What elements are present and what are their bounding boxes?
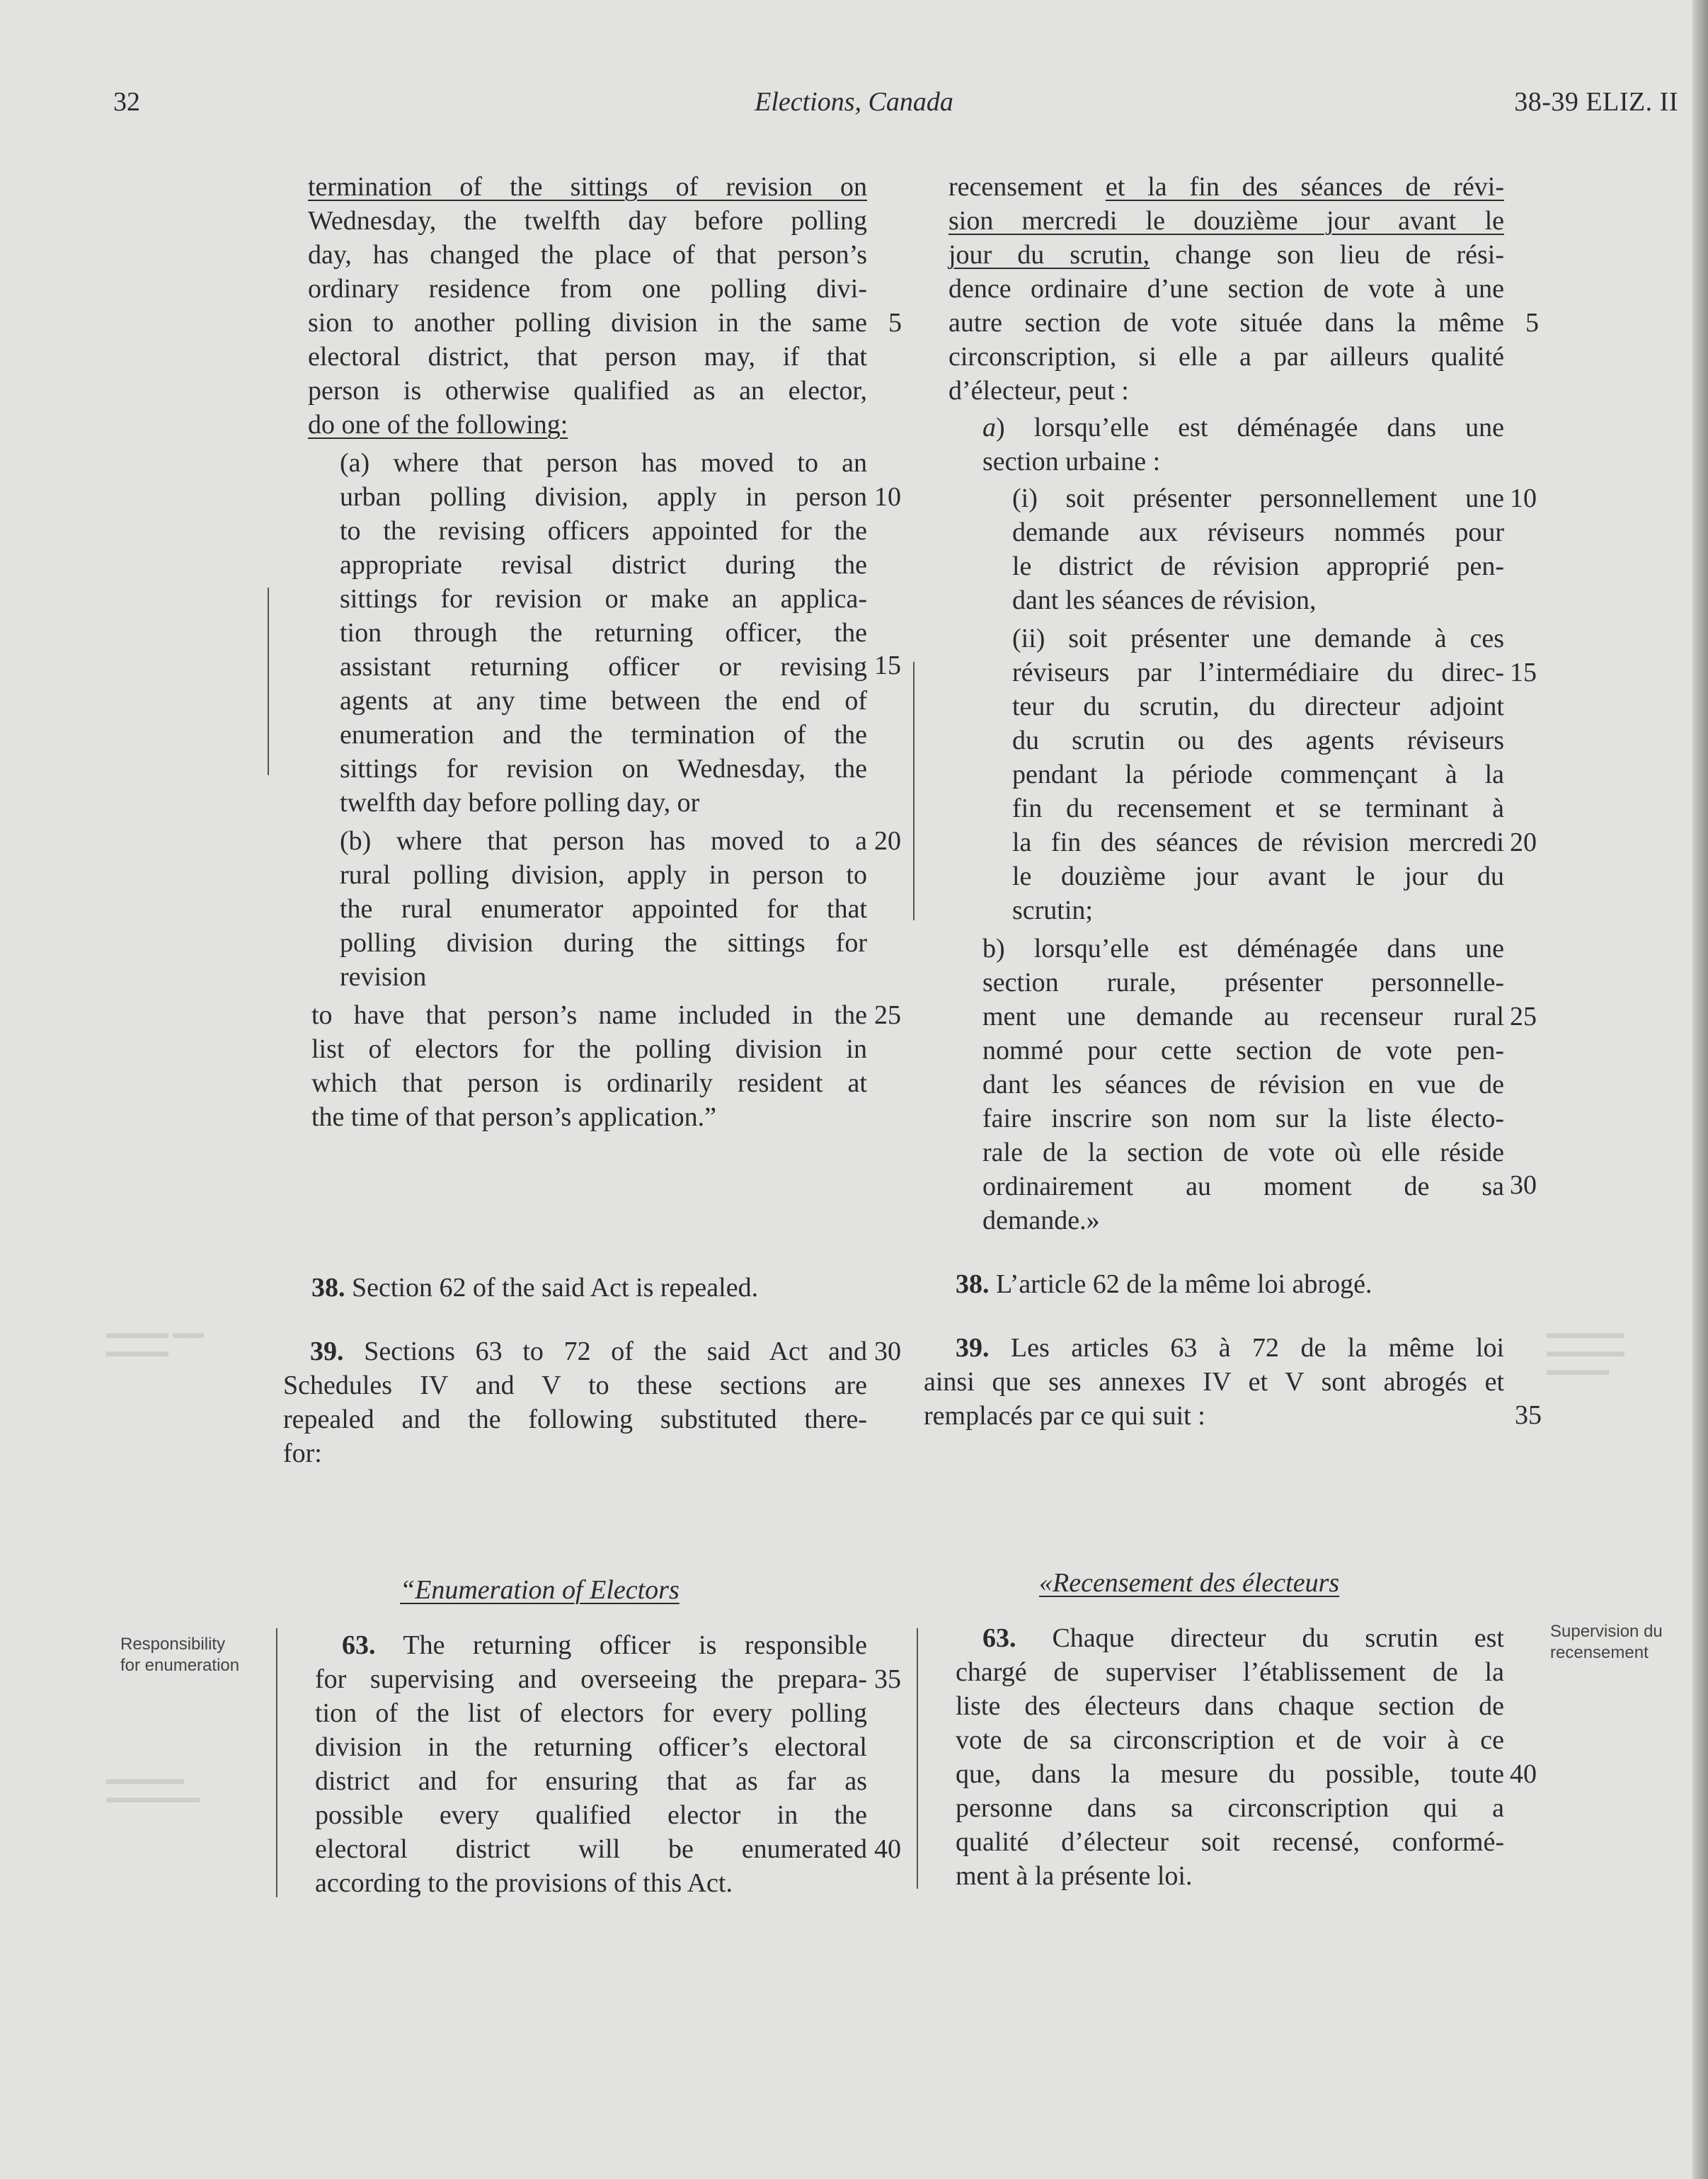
line-number: 40 [1510, 1759, 1537, 1789]
text-line: personne dans sa circonscription qui a [956, 1793, 1504, 1823]
line-number: 20 [1510, 828, 1537, 857]
text-line: sittings for revision or make an applica- [340, 584, 867, 614]
text-line: (i) soit présenter personnellement une [1012, 484, 1504, 513]
text-line: pendant la période commençant à la [1012, 760, 1504, 789]
section-number: 38. [311, 1273, 345, 1303]
text-line: Schedules IV and V to these sections are [283, 1371, 867, 1400]
text-line: to the revising officers appointed for the [340, 516, 867, 546]
text-line [283, 1334, 867, 1368]
text-line: ordinairement au moment de sa [982, 1172, 1504, 1201]
text-line: possible every qualified elector in the [315, 1800, 867, 1830]
english-continuation-paragraph [308, 170, 867, 442]
english-section-38 [311, 1271, 878, 1305]
english-closing-paragraph [311, 998, 867, 1134]
text-line: division in the returning officer’s electoral [315, 1732, 867, 1762]
margin-note-line: Responsibility [120, 1635, 226, 1654]
french-section-63 [956, 1621, 1504, 1893]
text-line: rural polling division, apply in person to [340, 860, 867, 890]
text-line: list of electors for the polling division in [311, 1034, 867, 1064]
text-line: appropriate revisal district during the [340, 550, 867, 580]
text-line [948, 170, 1504, 204]
text-line: qualité d’électeur soit recensé, conformé- [956, 1827, 1504, 1857]
text-line: faire inscrire son nom sur la liste électo- [982, 1104, 1504, 1133]
section-number: 63. [982, 1623, 1016, 1653]
line-number: 5 [1525, 308, 1539, 338]
line-number: 25 [874, 1000, 901, 1030]
french-paragraph-b [982, 932, 1504, 1237]
text-line: vote de sa circonscription et de voir à ce [956, 1725, 1504, 1755]
margin-note-line: recensement [1550, 1643, 1649, 1662]
text-line: day, has changed the place of that person’s [308, 240, 867, 270]
line-number: 5 [888, 308, 902, 338]
text-line: dence ordinaire d’une section de vote à une [948, 274, 1504, 304]
text-line: twelfth day before polling day, or [340, 788, 700, 818]
english-paragraph-b [340, 824, 867, 994]
text-line: urban polling division, apply in person [340, 482, 867, 512]
amended-text: jour du scrutin, [948, 240, 1150, 270]
running-title: Elections, Canada [755, 87, 953, 117]
text-line: which that person is ordinarily resident at [311, 1068, 867, 1098]
text-line: dant les séances de révision, [1012, 585, 1317, 615]
text-line: le douzième jour avant le jour du [1012, 862, 1504, 891]
text-line: person is otherwise qualified as an elector, [308, 376, 867, 406]
text-line: (ii) soit présenter une demande à ces [1012, 624, 1504, 653]
text-line: chargé de superviser l’établissement de la [956, 1657, 1504, 1687]
text-line [308, 170, 867, 204]
line-number: 15 [874, 651, 901, 680]
line-number: 10 [1510, 484, 1537, 513]
regnal-year: 38-39 ELIZ. II [1514, 87, 1678, 117]
text-line: rale de la section de vote où elle réside [982, 1138, 1504, 1167]
text-line [948, 238, 1504, 272]
heading-text: «Recensement des électeurs [1039, 1568, 1340, 1598]
amended-text: do one of the following: [308, 410, 568, 440]
change-bar [268, 588, 269, 775]
french-section-38 [956, 1267, 1522, 1301]
text-line: sittings for revision on Wednesday, the [340, 754, 867, 784]
text-line: revision [340, 962, 427, 992]
text-line: demande aux réviseurs nommés pour [1012, 517, 1504, 547]
change-bar [276, 1628, 277, 1897]
text-line: electoral district, that person may, if that [308, 342, 867, 372]
bleed-through-note-3: ▬▬▬▬▬ ▬▬▬▬▬ ▬▬▬▬ [1547, 1324, 1624, 1378]
text-line [956, 1267, 1522, 1301]
text-line [924, 1331, 1504, 1365]
text-line: sion mercredi le douzième jour avant le [948, 206, 1504, 236]
english-heading [400, 1573, 895, 1607]
text-line: dant les séances de révision en vue de [982, 1070, 1504, 1099]
text-line: (a) where that person has moved to an [340, 448, 867, 478]
text-line: fin du recensement et se terminant à [1012, 794, 1504, 823]
text-line: ordinary residence from one polling divi- [308, 274, 867, 304]
line-number: 35 [1515, 1400, 1542, 1430]
amended-text: et la fin des séances de révi- [1105, 172, 1504, 202]
section-number: 38. [956, 1269, 990, 1299]
french-heading [1039, 1566, 1535, 1600]
bleed-through-note-1: ▬▬▬▬ ▬▬ ▬▬▬▬ [106, 1324, 205, 1360]
english-section-39 [283, 1334, 867, 1470]
text-line: remplacés par ce qui suit : [924, 1401, 1205, 1431]
text-part: change son lieu de rési- [1175, 240, 1504, 270]
text-line: for: [283, 1439, 322, 1468]
line-number: 20 [874, 826, 901, 856]
text-line [308, 408, 867, 442]
french-subparagraph-i [1012, 481, 1504, 617]
line-number: 30 [1510, 1170, 1537, 1200]
section-number: 63. [342, 1630, 376, 1660]
french-section-39 [924, 1331, 1504, 1433]
text-line: section rurale, présenter personnelle- [982, 968, 1504, 997]
text-line: du scrutin ou des agents réviseurs [1012, 726, 1504, 755]
text-line: repealed and the following substituted there- [283, 1405, 867, 1434]
text-line: b) lorsqu’elle est déménagée dans une [982, 934, 1504, 963]
french-subparagraph-ii [1012, 622, 1504, 927]
text-line [982, 411, 1504, 445]
text-line: for supervising and overseeing the prepara- [315, 1664, 867, 1694]
text-part: recensement [948, 172, 1083, 202]
change-bar [917, 1628, 918, 1889]
line-number: 10 [874, 482, 901, 512]
text-part: ) lorsqu’elle est déménagée dans une [996, 413, 1504, 442]
text-line: d’électeur, peut : [948, 376, 1129, 406]
paragraph-letter: a [982, 413, 996, 442]
text-line: tion of the list of electors for every polling [315, 1698, 867, 1728]
text-line: the rural enumerator appointed for that [340, 894, 867, 924]
amended-text: termination of the sittings of revision on [308, 172, 867, 202]
text-line: circonscription, si elle a par ailleurs qualité [948, 342, 1504, 372]
text-line: ment à la présente loi. [956, 1861, 1193, 1891]
change-bar [913, 662, 915, 920]
line-number: 35 [874, 1664, 901, 1694]
section-number: 39. [956, 1333, 990, 1363]
line-number: 40 [874, 1834, 901, 1864]
margin-note-french [1550, 1621, 1663, 1664]
text-line: assistant returning officer or revising [340, 652, 867, 682]
text-line: autre section de vote située dans la même [948, 308, 1504, 338]
text-line: liste des électeurs dans chaque section de [956, 1691, 1504, 1721]
text-line [956, 1621, 1504, 1655]
text-line: agents at any time between the end of [340, 686, 867, 716]
margin-note-line: for enumeration [120, 1656, 240, 1675]
text-line: le district de révision approprié pen- [1012, 551, 1504, 581]
text-line: Wednesday, the twelfth day before polling [308, 206, 867, 236]
margin-note-english [120, 1634, 239, 1676]
text-line: to have that person’s name included in the [311, 1000, 867, 1030]
text-line: polling division during the sittings for [340, 928, 867, 958]
english-paragraph-a [340, 446, 867, 820]
text-line: teur du scrutin, du directeur adjoint [1012, 692, 1504, 721]
text-line: la fin des séances de révision mercredi [1012, 828, 1504, 857]
heading-text: “Enumeration of Electors [400, 1575, 680, 1605]
text-line: réviseurs par l’intermédiaire du direc- [1012, 658, 1504, 687]
line-number: 15 [1510, 658, 1537, 687]
page-number: 32 [113, 87, 140, 117]
section-text: Section 62 of the said Act is repealed. [352, 1273, 759, 1303]
text-line: sion to another polling division in the same [308, 308, 867, 338]
text-line: section urbaine : [982, 447, 1161, 476]
english-section-63 [315, 1628, 867, 1900]
page-edge-shadow [1692, 0, 1708, 2179]
text-line: que, dans la mesure du possible, toute [956, 1759, 1504, 1789]
text-line: tion through the returning officer, the [340, 618, 867, 648]
text-line: demande.» [982, 1206, 1100, 1235]
line-number: 30 [874, 1337, 901, 1366]
text-line [315, 1628, 867, 1662]
text-line: nommé pour cette section de vote pen- [982, 1036, 1504, 1065]
text-line: scrutin; [1012, 896, 1093, 925]
section-number: 39. [310, 1337, 344, 1366]
section-text: The returning officer is responsible [403, 1630, 867, 1660]
french-paragraph-a [982, 411, 1504, 479]
text-line: electoral district will be enumerated [315, 1834, 867, 1864]
french-continuation-paragraph [948, 170, 1504, 408]
bleed-through-note-2: ▬▬▬▬▬ ▬▬▬▬▬▬ [106, 1770, 200, 1806]
text-line: ainsi que ses annexes IV et V sont abrogés et [924, 1367, 1504, 1397]
section-text: Les articles 63 à 72 de la même loi [1010, 1333, 1504, 1363]
text-line: (b) where that person has moved to a [340, 826, 867, 856]
text-line: ment une demande au recenseur rural [982, 1002, 1504, 1031]
text-line: enumeration and the termination of the [340, 720, 867, 750]
text-line: the time of that person’s application.” [311, 1102, 716, 1132]
line-number: 25 [1510, 1002, 1537, 1031]
section-text: Chaque directeur du scrutin est [1052, 1623, 1504, 1653]
text-line [311, 1271, 878, 1305]
text-line: district and for ensuring that as far as [315, 1766, 867, 1796]
section-text: L’article 62 de la même loi abrogé. [996, 1269, 1372, 1299]
margin-note-line: Supervision du [1550, 1622, 1663, 1641]
text-line: according to the provisions of this Act. [315, 1868, 733, 1898]
section-text: Sections 63 to 72 of the said Act and [364, 1337, 867, 1366]
